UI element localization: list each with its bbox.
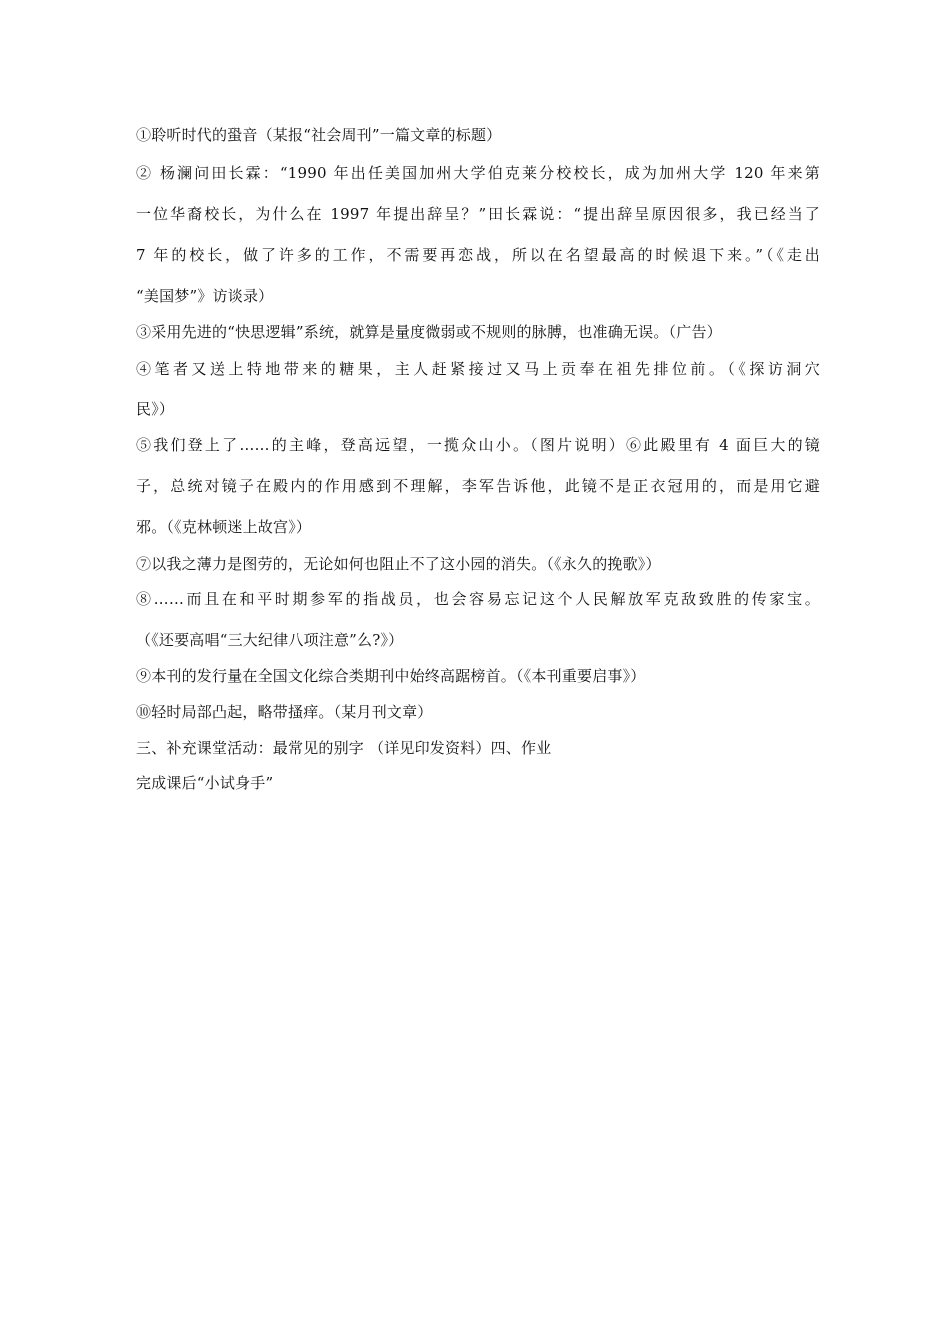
- example-line-10: 子，总统对镜子在殿内的作用感到不理解，李军告诉他，此镜不是正衣冠用的，而是用它避: [136, 477, 820, 495]
- example-line-11: 邪。（《克林顿迷上故宫》）: [136, 518, 312, 536]
- example-line-12: ⑦以我之薄力是图劳的，无论如何也阻止不了这小园的消失。（《永久的挽歌》）: [136, 555, 661, 573]
- example-line-16: ⑩轻时局部凸起，略带搔痒。（某月刊文章）: [136, 703, 433, 721]
- section-three-heading: 三、补充课堂活动：最常见的别字 （详见印发资料）四、作业: [136, 739, 552, 757]
- example-line-5: “美国梦”》访谈录）: [136, 287, 274, 305]
- example-line-3: 一位华裔校长，为什么在 1997 年提出辞呈？”田长霖说：“提出辞呈原因很多，我已经当了: [136, 205, 820, 223]
- example-line-6: ③采用先进的“快思逻辑”系统，就算是量度微弱或不规则的脉膊，也准确无误。（广告）: [136, 323, 722, 341]
- example-line-13: ⑧……而且在和平时期参军的指战员，也会容易忘记这个人民解放军克敌致胜的传家宝。: [136, 590, 820, 608]
- example-line-8: 民》）: [136, 400, 175, 418]
- example-line-9: ⑤我们登上了……的主峰，登高远望，一揽众山小。（图片说明）⑥此殿里有 4 面巨大的镜: [136, 436, 820, 454]
- example-line-7: ④笔者又送上特地带来的糖果，主人赶紧接过又马上贡奉在祖先排位前。（《探访洞穴: [136, 360, 820, 378]
- example-line-1: ①聆听时代的蛩音（某报“社会周刊”一篇文章的标题）: [136, 126, 502, 144]
- example-line-14: （《还要高唱“三大纪律八项注意”么?》）: [136, 631, 404, 649]
- example-line-15: ⑨本刊的发行量在全国文化综合类期刊中始终高踞榜首。（《本刊重要启事》）: [136, 667, 646, 685]
- example-line-4: 7 年的校长，做了许多的工作，不需要再恋战，所以在名望最高的时候退下来。”（《走出: [136, 246, 820, 264]
- example-line-2: ② 杨澜问田长霖：“1990 年出任美国加州大学伯克莱分校校长，成为加州大学 120 年来第: [136, 164, 820, 182]
- homework-line: 完成课后“小试身手”: [136, 774, 274, 792]
